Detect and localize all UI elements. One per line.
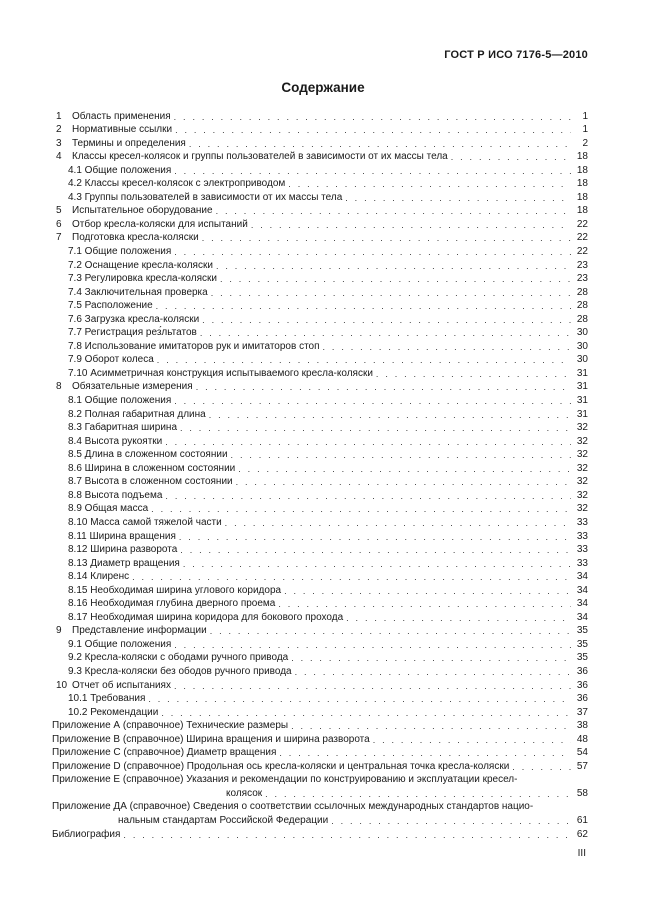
- toc-entry[interactable]: [52, 312, 588, 326]
- toc-leader-dots: [210, 625, 571, 637]
- toc-leader-dots: [295, 666, 571, 678]
- toc-entry-title: 10.1 Требования: [68, 693, 146, 705]
- toc-entry-title: Приложение Е (справочное) Указания и рекомендации по конструированию и эксплуатации кресел-: [52, 774, 518, 786]
- toc-leader-dots: [174, 680, 571, 692]
- toc-leader-dots: [179, 531, 571, 543]
- toc-entry-page: 31: [576, 408, 588, 420]
- toc-leader-dots: [174, 165, 571, 177]
- toc-leader-dots: [132, 571, 571, 583]
- toc-entry[interactable]: [52, 109, 588, 123]
- toc-entry-page: 28: [576, 286, 588, 298]
- toc-entry-title: 7.8 Использование имитаторов рук и имитаторов стоп: [68, 340, 320, 352]
- toc-entry[interactable]: [52, 177, 588, 191]
- toc-entry-page: 33: [576, 557, 588, 569]
- toc-leader-dots: [202, 314, 571, 326]
- toc-leader-dots: [200, 327, 571, 339]
- toc-entry-title: 7.10 Асимметричная конструкция испытываемого кресла-коляски: [68, 367, 373, 379]
- toc-entry-page: 18: [576, 178, 588, 190]
- toc-entry[interactable]: [52, 610, 588, 624]
- toc-leader-dots: [279, 747, 571, 759]
- toc-entry-page: 18: [576, 191, 588, 203]
- toc-entry-title: 7.2 Оснащение кресла-коляски: [68, 259, 213, 271]
- toc-entry-title: Подготовка кресла-коляски: [72, 232, 199, 244]
- toc-entry[interactable]: [52, 339, 588, 353]
- toc-entry-title: 8.14 Клиренс: [68, 571, 130, 583]
- toc-entry-page: 34: [576, 571, 588, 583]
- toc-entry-title: 8.3 Габаритная ширина: [68, 422, 177, 434]
- toc-entry-page: 22: [576, 218, 588, 230]
- toc-entry-page: 32: [576, 476, 588, 488]
- toc-entry-title: 7.1 Общие положения: [68, 246, 172, 258]
- toc-entry-page: 30: [576, 340, 588, 352]
- toc-entry-title: 7.5 Расположение: [68, 300, 153, 312]
- toc-entry-number: 5: [56, 205, 62, 217]
- toc-entry-page: 30: [576, 354, 588, 366]
- toc-entry-page: 18: [576, 164, 588, 176]
- table-of-contents: [52, 109, 588, 841]
- toc-entry-number: 7: [56, 232, 62, 244]
- toc-leader-dots: [174, 246, 571, 258]
- toc-leader-dots: [196, 381, 571, 393]
- toc-entry-title: 4.1 Общие положения: [68, 164, 172, 176]
- toc-entry-page: 35: [576, 652, 588, 664]
- toc-entry-page: 28: [576, 313, 588, 325]
- toc-entry-page: 31: [576, 395, 588, 407]
- toc-entry-page: 34: [576, 598, 588, 610]
- toc-leader-dots: [278, 598, 571, 610]
- toc-entry[interactable]: [52, 637, 588, 651]
- toc-leader-dots: [451, 151, 571, 163]
- toc-entry-title: 9.2 Кресла-коляски с ободами ручного привода: [68, 652, 289, 664]
- toc-entry-number: 4: [56, 151, 62, 163]
- toc-entry[interactable]: [52, 624, 588, 638]
- toc-entry-title: Приложение С (справочное) Диаметр вращения: [52, 747, 277, 759]
- toc-leader-dots: [148, 693, 571, 705]
- toc-entry[interactable]: [52, 759, 588, 773]
- toc-entry-page: 22: [576, 232, 588, 244]
- toc-entry-title: 10.2 Рекомендации: [68, 706, 159, 718]
- toc-entry-title: 8.16 Необходимая глубина дверного проема: [68, 598, 276, 610]
- toc-leader-dots: [236, 476, 571, 488]
- toc-entry-title: Обязательные измерения: [72, 381, 193, 393]
- toc-leader-dots: [202, 232, 571, 244]
- toc-entry[interactable]: [52, 705, 588, 719]
- toc-leader-dots: [265, 788, 571, 800]
- toc-entry[interactable]: [52, 326, 588, 340]
- toc-leader-dots: [216, 260, 571, 272]
- toc-entry-page: 33: [576, 516, 588, 528]
- toc-entry-title: 8.5 Длина в сложенном состоянии: [68, 449, 228, 461]
- toc-entry[interactable]: [52, 136, 588, 150]
- toc-entry-title: 8.4 Высота рукоятки: [68, 435, 163, 447]
- toc-leader-dots: [331, 815, 571, 827]
- toc-entry[interactable]: [52, 732, 588, 746]
- toc-entry-title: 8.1 Общие положения: [68, 395, 172, 407]
- toc-entry[interactable]: [52, 353, 588, 367]
- toc-entry-title: 7.7 Регистрация рез́льтатов: [68, 327, 197, 339]
- toc-entry-title: 8.6 Ширина в сложенном состоянии: [68, 462, 236, 474]
- toc-entry[interactable]: [52, 813, 588, 827]
- toc-entry[interactable]: [52, 786, 588, 800]
- toc-entry[interactable]: [52, 502, 588, 516]
- toc-entry-title: 7.6 Загрузка кресла-коляски: [68, 313, 200, 325]
- toc-entry[interactable]: [52, 692, 588, 706]
- toc-entry-page: 31: [576, 367, 588, 379]
- toc-leader-dots: [165, 436, 571, 448]
- toc-entry-page: 36: [576, 679, 588, 691]
- toc-leader-dots: [225, 517, 571, 529]
- toc-entry-title: Представление информации: [72, 625, 207, 637]
- toc-entry[interactable]: [52, 664, 588, 678]
- toc-leader-dots: [174, 395, 571, 407]
- toc-entry-title: нальным стандартам Российской Федерации: [118, 814, 329, 826]
- page-number: III: [577, 848, 586, 859]
- toc-entry-title: Отбор кресла-коляски для испытаний: [72, 218, 248, 230]
- toc-entry-page: 23: [576, 273, 588, 285]
- toc-entry[interactable]: [52, 651, 588, 665]
- toc-title: Содержание: [281, 80, 365, 95]
- toc-leader-dots: [345, 192, 571, 204]
- toc-entry-page: 38: [576, 720, 588, 732]
- toc-entry-page: 57: [576, 760, 588, 772]
- toc-entry-title: 4.2 Классы кресел-колясок с электроприводом: [68, 178, 286, 190]
- toc-entry-title: 7.4 Заключительная проверка: [68, 286, 208, 298]
- toc-entry[interactable]: [52, 461, 588, 475]
- toc-leader-dots: [512, 761, 571, 773]
- toc-leader-dots: [174, 111, 571, 123]
- toc-leader-dots: [209, 409, 571, 421]
- toc-leader-dots: [376, 368, 571, 380]
- toc-entry-title: 8.7 Высота в сложенном состоянии: [68, 476, 233, 488]
- toc-entry-number: 2: [56, 124, 62, 136]
- toc-entry-title: Область применения: [72, 110, 171, 122]
- toc-entry-page: 61: [576, 814, 588, 826]
- toc-entry[interactable]: [52, 583, 588, 597]
- toc-entry[interactable]: [52, 448, 588, 462]
- toc-leader-dots: [151, 503, 571, 515]
- toc-entry-page: 35: [576, 638, 588, 650]
- toc-entry-title: Термины и определения: [72, 137, 186, 149]
- toc-entry-title: 7.9 Оборот колеса: [68, 354, 154, 366]
- toc-entry-title: Отчет об испытаниях: [72, 679, 171, 691]
- toc-entry[interactable]: [52, 529, 588, 543]
- toc-entry-page: 31: [576, 381, 588, 393]
- toc-entry-page: 32: [576, 422, 588, 434]
- toc-leader-dots: [123, 829, 571, 841]
- toc-entry[interactable]: [52, 231, 588, 245]
- toc-entry-page: 62: [576, 828, 588, 840]
- toc-entry-page: 34: [576, 584, 588, 596]
- toc-entry-page: 35: [576, 625, 588, 637]
- toc-entry-page: 54: [576, 747, 588, 759]
- toc-leader-dots: [180, 544, 571, 556]
- toc-leader-dots: [189, 138, 571, 150]
- toc-leader-dots: [238, 463, 571, 475]
- toc-entry-page: 32: [576, 503, 588, 515]
- toc-leader-dots: [156, 300, 571, 312]
- document-id: ГОСТ Р ИСО 7176-5—2010: [444, 49, 588, 61]
- toc-entry[interactable]: [52, 421, 588, 435]
- toc-entry-page: 28: [576, 300, 588, 312]
- toc-entry-title: 8.12 Ширина разворота: [68, 544, 178, 556]
- toc-entry-title: Классы кресел-колясок и группы пользователей в зависимости от их массы тела: [72, 151, 448, 163]
- toc-entry-title: Приложение D (справочное) Продольная ось кресла-коляски и центральная точка кресла-коляски: [52, 760, 510, 772]
- toc-entry-number: 9: [56, 625, 62, 637]
- toc-entry-title: 8.11 Ширина вращения: [68, 530, 176, 542]
- toc-leader-dots: [291, 720, 571, 732]
- toc-entry[interactable]: [52, 407, 588, 421]
- toc-entry-page: 33: [576, 544, 588, 556]
- toc-entry-number: 1: [56, 110, 62, 122]
- toc-entry-title: 8.17 Необходимая ширина коридора для бокового прохода: [68, 611, 344, 623]
- toc-entry-page: 1: [582, 110, 588, 122]
- toc-entry-number: 3: [56, 137, 62, 149]
- toc-entry-page: 34: [576, 611, 588, 623]
- toc-entry-page: 36: [576, 693, 588, 705]
- toc-leader-dots: [288, 178, 571, 190]
- toc-entry-title: 7.3 Регулировка кресла-коляски: [68, 273, 217, 285]
- toc-leader-dots: [373, 734, 571, 746]
- toc-entry[interactable]: [52, 366, 588, 380]
- toc-entry-title: колясок: [226, 787, 263, 799]
- toc-leader-dots: [284, 585, 571, 597]
- toc-leader-dots: [323, 341, 571, 353]
- toc-entry-title: Нормативные ссылки: [72, 124, 173, 136]
- toc-entry-page: 30: [576, 327, 588, 339]
- toc-leader-dots: [216, 205, 571, 217]
- toc-entry-number: 6: [56, 218, 62, 230]
- toc-entry[interactable]: [52, 556, 588, 570]
- toc-entry[interactable]: [52, 123, 588, 137]
- toc-leader-dots: [211, 287, 571, 299]
- toc-entry-title: Библиография: [52, 828, 121, 840]
- toc-entry-title: 8.13 Диаметр вращения: [68, 557, 180, 569]
- toc-entry-page: 58: [576, 787, 588, 799]
- toc-entry[interactable]: [52, 204, 588, 218]
- toc-entry-page: 48: [576, 733, 588, 745]
- toc-entry[interactable]: [52, 543, 588, 557]
- toc-entry-page: 32: [576, 449, 588, 461]
- toc-entry[interactable]: [52, 800, 588, 814]
- toc-entry[interactable]: [52, 258, 588, 272]
- toc-leader-dots: [165, 490, 571, 502]
- toc-entry-title: Приложение ДА (справочное) Сведения о соответствии ссылочных международных стандартов нацио-: [52, 801, 534, 813]
- toc-entry-title: 8.9 Общая масса: [68, 503, 149, 515]
- toc-entry[interactable]: [52, 515, 588, 529]
- toc-leader-dots: [346, 612, 571, 624]
- toc-entry-title: Приложение А (справочное) Технические размеры: [52, 720, 289, 732]
- toc-entry-title: Испытательное оборудование: [72, 205, 213, 217]
- toc-entry[interactable]: [52, 678, 588, 692]
- toc-entry-page: 18: [576, 205, 588, 217]
- toc-entry[interactable]: [52, 244, 588, 258]
- toc-entry-page: 22: [576, 246, 588, 258]
- toc-leader-dots: [231, 449, 571, 461]
- toc-entry[interactable]: [52, 150, 588, 164]
- toc-leader-dots: [251, 219, 571, 231]
- toc-entry-page: 23: [576, 259, 588, 271]
- toc-entry-title: 4.3 Группы пользователей в зависимости от их массы тела: [68, 191, 343, 203]
- toc-entry-page: 2: [582, 137, 588, 149]
- toc-leader-dots: [174, 639, 571, 651]
- toc-leader-dots: [291, 652, 571, 664]
- toc-entry[interactable]: [52, 570, 588, 584]
- toc-entry[interactable]: [52, 393, 588, 407]
- toc-entry-page: 32: [576, 462, 588, 474]
- toc-entry[interactable]: [52, 475, 588, 489]
- toc-entry-page: 37: [576, 706, 588, 718]
- toc-entry-page: 1: [582, 124, 588, 136]
- toc-entry[interactable]: [52, 827, 588, 841]
- toc-entry[interactable]: [52, 190, 588, 204]
- toc-entry[interactable]: [52, 746, 588, 760]
- toc-entry-title: Приложение В (справочное) Ширина вращения и ширина разворота: [52, 733, 370, 745]
- toc-leader-dots: [183, 558, 571, 570]
- toc-leader-dots: [161, 707, 571, 719]
- toc-entry-page: 18: [576, 151, 588, 163]
- toc-leader-dots: [175, 124, 571, 136]
- toc-leader-dots: [157, 354, 571, 366]
- toc-entry-number: 8: [56, 381, 62, 393]
- toc-entry-title: 8.10 Масса самой тяжелой части: [68, 516, 222, 528]
- toc-leader-dots: [180, 422, 571, 434]
- toc-entry[interactable]: [52, 299, 588, 313]
- toc-entry[interactable]: [52, 217, 588, 231]
- toc-entry[interactable]: [52, 773, 588, 787]
- toc-leader-dots: [220, 273, 571, 285]
- toc-entry[interactable]: [52, 597, 588, 611]
- toc-entry-page: 32: [576, 435, 588, 447]
- toc-entry[interactable]: [52, 163, 588, 177]
- toc-entry[interactable]: [52, 272, 588, 286]
- toc-entry[interactable]: [52, 488, 588, 502]
- toc-entry[interactable]: [52, 434, 588, 448]
- toc-entry-page: 33: [576, 530, 588, 542]
- toc-entry-title: 8.8 Высота подъема: [68, 489, 163, 501]
- toc-entry-number: 10: [56, 679, 68, 691]
- toc-entry-title: 8.2 Полная габаритная длина: [68, 408, 206, 420]
- toc-entry[interactable]: [52, 380, 588, 394]
- toc-entry-title: 9.3 Кресла-коляски без ободов ручного привода: [68, 665, 292, 677]
- toc-entry-page: 32: [576, 489, 588, 501]
- toc-entry-title: 9.1 Общие положения: [68, 638, 172, 650]
- toc-entry[interactable]: [52, 719, 588, 733]
- toc-entry-title: 8.15 Необходимая ширина углового коридора: [68, 584, 282, 596]
- toc-entry[interactable]: [52, 285, 588, 299]
- toc-entry-page: 36: [576, 665, 588, 677]
